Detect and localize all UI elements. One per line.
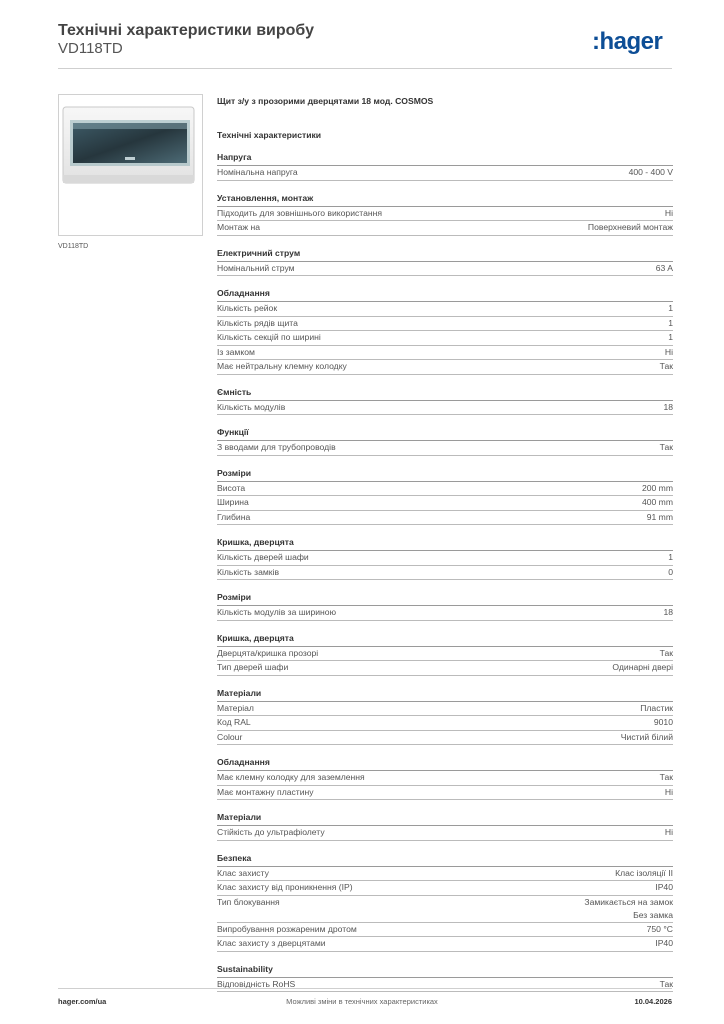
spec-value: 63 A bbox=[655, 262, 673, 273]
spec-label: Дверцята/кришка прозорі bbox=[217, 647, 319, 658]
section-title: Кришка, дверцята bbox=[217, 536, 673, 551]
spec-value: 91 mm bbox=[646, 511, 673, 522]
spec-label: Глибина bbox=[217, 511, 251, 522]
spec-row bbox=[217, 302, 673, 317]
spec-label: Відповідність RoHS bbox=[217, 978, 296, 989]
spec-row bbox=[217, 867, 673, 882]
spec-label: Має клемну колодку для заземлення bbox=[217, 772, 365, 782]
section-title: Матеріали bbox=[217, 687, 673, 702]
spec-row bbox=[217, 496, 673, 511]
spec-label: Має нейтральну клемну колодку bbox=[217, 361, 347, 371]
spec-row bbox=[217, 511, 673, 526]
footer-website-link[interactable]: hager.com/ua bbox=[58, 997, 107, 1006]
spec-row bbox=[217, 937, 673, 952]
spec-row bbox=[217, 566, 673, 581]
spec-row bbox=[217, 221, 673, 236]
spec-row bbox=[217, 661, 673, 676]
spec-label: Код RAL bbox=[217, 717, 251, 727]
footer-date: 10.04.2026 bbox=[634, 997, 672, 1006]
spec-value: Пластик bbox=[640, 702, 673, 713]
spec-label: Кількість модулів за шириною bbox=[217, 607, 337, 617]
spec-section bbox=[217, 852, 673, 952]
spec-label: Матеріал bbox=[217, 702, 254, 713]
spec-value: Так bbox=[659, 647, 673, 658]
spec-value: IP40 bbox=[655, 938, 673, 948]
spec-section bbox=[217, 151, 673, 181]
spec-label: Кількість рядів щита bbox=[217, 317, 298, 328]
spec-section bbox=[217, 192, 673, 236]
spec-row bbox=[217, 881, 673, 896]
spec-section bbox=[217, 386, 673, 416]
spec-value: Ні bbox=[664, 207, 673, 218]
footer-divider bbox=[58, 988, 672, 989]
specifications bbox=[217, 95, 673, 992]
spec-sections bbox=[217, 151, 673, 992]
spec-value: 200 mm bbox=[641, 482, 673, 493]
product-image bbox=[58, 94, 203, 236]
spec-section bbox=[217, 632, 673, 676]
spec-section bbox=[217, 536, 673, 580]
spec-row bbox=[217, 207, 673, 222]
spec-label: Монтаж на bbox=[217, 222, 261, 232]
image-caption: VD118TD bbox=[58, 243, 89, 250]
spec-row bbox=[217, 166, 673, 181]
spec-label: З вводами для трубопроводів bbox=[217, 442, 336, 452]
spec-label: Кількість замків bbox=[217, 566, 280, 577]
spec-label: Кількість секцій по ширині bbox=[217, 332, 321, 342]
spec-row bbox=[217, 360, 673, 375]
spec-value: Ні bbox=[664, 786, 673, 797]
spec-label: Кількість дверей шафи bbox=[217, 552, 309, 562]
spec-row bbox=[217, 702, 673, 717]
spec-value: IP40 bbox=[655, 882, 673, 892]
spec-label: Із замком bbox=[217, 346, 255, 357]
spec-row bbox=[217, 647, 673, 662]
product-code: VD118TD bbox=[58, 40, 123, 57]
section-title: Sustainability bbox=[217, 963, 673, 978]
section-title: Матеріали bbox=[217, 811, 673, 826]
spec-label: Кількість рейок bbox=[217, 303, 278, 313]
spec-label: Тип блокування bbox=[217, 896, 280, 907]
spec-value: Так bbox=[659, 442, 673, 452]
spec-row bbox=[217, 441, 673, 456]
spec-value: 1 bbox=[668, 332, 673, 342]
header-divider bbox=[58, 68, 672, 69]
spec-section bbox=[217, 756, 673, 800]
spec-row bbox=[217, 923, 673, 938]
spec-value: 0 bbox=[668, 566, 673, 577]
section-title: Обладнання bbox=[217, 756, 673, 771]
spec-value: 1 bbox=[668, 303, 673, 313]
spec-row bbox=[217, 331, 673, 346]
spec-row bbox=[217, 786, 673, 801]
product-title: Щит з/у з прозорими дверцятами 18 мод. COSMOS bbox=[217, 96, 434, 106]
spec-row bbox=[217, 826, 673, 841]
spec-label: Colour bbox=[217, 731, 243, 742]
section-title: Розміри bbox=[217, 591, 673, 606]
footer-disclaimer: Можливі зміни в технічних характеристиках bbox=[286, 997, 438, 1006]
spec-section bbox=[217, 811, 673, 841]
spec-row bbox=[217, 317, 673, 332]
section-title: Електричний струм bbox=[217, 247, 673, 262]
spec-section bbox=[217, 426, 673, 456]
spec-section bbox=[217, 247, 673, 277]
spec-row bbox=[217, 262, 673, 277]
spec-label: Підходить для зовнішнього використання bbox=[217, 207, 383, 218]
spec-value: 750 °C bbox=[646, 923, 673, 934]
spec-value: Клас ізоляції II bbox=[615, 867, 673, 878]
spec-row bbox=[217, 716, 673, 731]
spec-value: 18 bbox=[663, 607, 673, 617]
section-title: Напруга bbox=[217, 151, 673, 166]
hager-logo[interactable]: :hager bbox=[592, 28, 663, 55]
spec-value: Одинарні двері bbox=[612, 662, 673, 672]
spec-value: Ні bbox=[664, 346, 673, 357]
spec-value: Чистий білий bbox=[620, 731, 673, 742]
section-title: Кришка, дверцята bbox=[217, 632, 673, 647]
spec-label: Номінальний струм bbox=[217, 262, 295, 273]
spec-value: Поверхневий монтаж bbox=[587, 222, 673, 232]
section-title: Установлення, монтаж bbox=[217, 192, 673, 207]
spec-label: Тип дверей шафи bbox=[217, 662, 289, 672]
section-title: Функції bbox=[217, 426, 673, 441]
section-title: Розміри bbox=[217, 467, 673, 482]
spec-row bbox=[217, 551, 673, 566]
spec-label: Клас захисту з дверцятами bbox=[217, 938, 326, 948]
spec-row bbox=[217, 482, 673, 497]
spec-value: Ні bbox=[664, 827, 673, 837]
spec-label: Випробування розжареним дротом bbox=[217, 923, 357, 934]
spec-value: Так bbox=[659, 772, 673, 782]
spec-row bbox=[217, 606, 673, 621]
spec-section bbox=[217, 467, 673, 526]
spec-heading: Технічні характеристики bbox=[217, 130, 322, 140]
spec-label: Стійкість до ультрафіолету bbox=[217, 827, 325, 837]
spec-value: 9010 bbox=[653, 717, 673, 727]
spec-row bbox=[217, 401, 673, 416]
spec-section bbox=[217, 687, 673, 746]
spec-label: Ширина bbox=[217, 497, 249, 507]
spec-row bbox=[217, 731, 673, 746]
spec-value: 400 mm bbox=[641, 497, 673, 507]
section-title: Безпека bbox=[217, 852, 673, 867]
spec-value: Так bbox=[659, 361, 673, 371]
spec-label: Висота bbox=[217, 482, 246, 493]
spec-row bbox=[217, 896, 673, 923]
spec-value: 1 bbox=[668, 552, 673, 562]
section-title: Обладнання bbox=[217, 287, 673, 302]
section-title: Ємність bbox=[217, 386, 673, 401]
page-title: Технічні характеристики виробу bbox=[58, 22, 314, 39]
spec-value: 18 bbox=[663, 401, 673, 412]
spec-value: 400 - 400 V bbox=[628, 167, 673, 177]
spec-label: Клас захисту від проникнення (IP) bbox=[217, 882, 353, 892]
distribution-box-illustration bbox=[59, 95, 202, 235]
spec-label: Клас захисту bbox=[217, 867, 269, 878]
spec-row bbox=[217, 771, 673, 786]
spec-row bbox=[217, 978, 673, 993]
spec-label: Кількість модулів bbox=[217, 401, 286, 412]
spec-label: Має монтажну пластину bbox=[217, 786, 314, 797]
spec-row bbox=[217, 346, 673, 361]
spec-section bbox=[217, 287, 673, 375]
spec-value: Так bbox=[659, 978, 673, 989]
spec-label: Номінальна напруга bbox=[217, 167, 298, 177]
spec-value: Замикається на замок Без замка bbox=[584, 896, 673, 920]
spec-value: 1 bbox=[668, 317, 673, 328]
spec-section bbox=[217, 591, 673, 621]
